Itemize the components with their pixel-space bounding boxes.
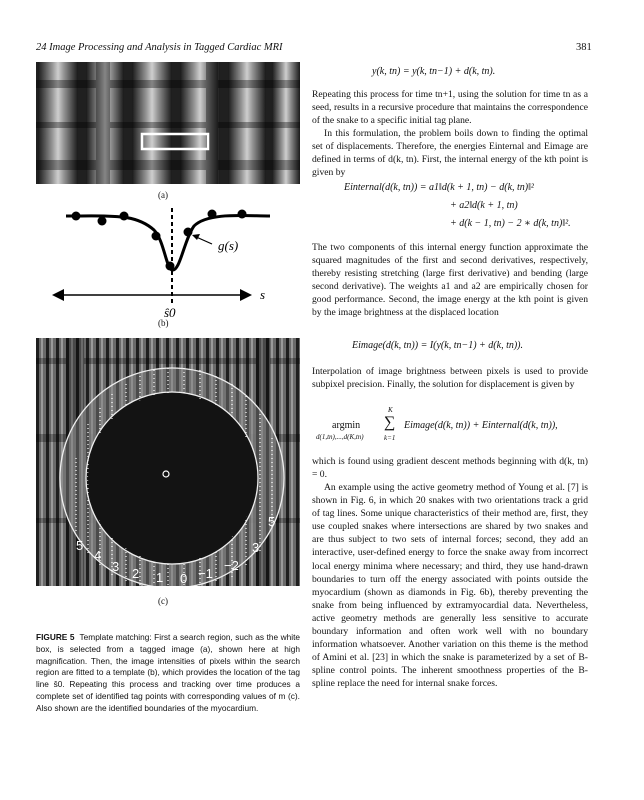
figure-caption (36, 632, 300, 714)
tag-number: 1 (156, 570, 164, 585)
label-b: (b) (158, 318, 169, 328)
paragraph-text: An example using the active geometry method of Young et al. [7] is shown in Fig. 6, in which 20 snakes with two orientations track a grid of tag lines. Some unique characteristics of their method are, first, they use coupled snakes where intersections are shared by two snakes and are thus subject to two sets of internal forces; second, they add an interactive, user-defined energy to force the snake away from incorrect local energy minima where necessary; and third, they use hand-drawn boundaries to turn off the energy associated with points outside the myocardium (shown as diamonds in Fig. 6b), thereby preventing the snake from being influenced by extramyocardial data. Nevertheless, active geometry methods are generally less sensitive to accurate boundary information and often work well with no boundary information whatsoever. Another variation on this theme is the method of Amini et al. [23] in which the snake is parameterized by a set of B-spline control points. The inherent smoothness properties of the B-spline replace the need for internal snake forces. (312, 482, 588, 690)
paragraph (312, 455, 588, 481)
tag-number: 3 (252, 540, 260, 555)
caption-text: Template matching: First a search region, such as the white box, is selected from a tagged image (a), shown here at high magnification. Then, the image intensities of pixels within the search region are fitted to a template (b), which provides the location of the tag line ŝ0. Repeating this process and tracking over time produces a complete set of identified tag points with corresponding values of m (c). Also shown are the identified boundaries of the myocardium. (36, 632, 300, 713)
paragraph-text: which is found using gradient descent methods beginning with d(k, tn) = 0. (312, 456, 588, 481)
tag-number: −1 (198, 566, 213, 581)
paragraph (312, 481, 588, 691)
equation-4-argmin: argmin (332, 420, 361, 431)
tag-number: 5 (76, 538, 84, 553)
equation-3: Eimage(d(k, tn)) = I(y(k, tn−1) + d(k, tn)). (352, 340, 524, 351)
tagged-mri-c (36, 338, 300, 586)
label-a: (a) (158, 190, 168, 200)
template-plot-b (36, 200, 300, 325)
tag-number: 4 (94, 548, 102, 563)
equation-4-sum: ∑ (384, 414, 396, 431)
paragraph-text: In this formulation, the problem boils down to finding the optimal set of displacements. Therefore, the energies Einternal and Eimage are defined in terms of d(k, tn). First, the internal energy of the kth point is given by (312, 128, 588, 179)
equation-4-sum-bottom: k=1 (384, 434, 396, 442)
equation-2-line-3: + d(k − 1, tn) − 2 ∗ d(k, tn)‖². (450, 218, 571, 229)
label-c: (c) (158, 596, 168, 606)
tag-number: 3 (112, 559, 120, 574)
equation-2-line-1: Einternal(d(k, tn)) = a1‖d(k + 1, tn) − d(k, tn)‖² (344, 182, 534, 193)
equation-4-subscript: d(1,tn),...,d(K,tn) (316, 433, 364, 441)
equation-1: y(k, tn) = y(k, tn−1) + d(k, tn). (372, 66, 496, 77)
paragraph (312, 88, 588, 127)
paragraph-text: The two components of this internal energy function approximate the squared magnitudes of the first and second derivatives, respectively, thereby resisting stretching (large first derivative) and bending (large second derivative). The weights a1 and a2 are empirically chosen for good performance. Second, the image energy at the kth point is given by the image brightness at the displaced location (312, 242, 588, 319)
tag-number: 2 (132, 566, 140, 581)
equation-2-line-2: + a2‖d(k + 1, tn) (450, 200, 518, 211)
page-number: 381 (576, 42, 592, 53)
tag-number: −2 (224, 558, 239, 573)
equation-4-sum-top: K (388, 406, 393, 414)
equation-4-body: Eimage(d(k, tn)) + Einternal(d(k, tn)), (404, 420, 558, 431)
paragraph-text: Repeating this process for time tn+1, using the solution for time tn as a seed, results in a recursive procedure that maintains the correspondence of the snake to a specific initial tag plane. (312, 89, 588, 127)
origin-label: ŝ0 (164, 305, 176, 320)
paragraph (312, 365, 588, 391)
paragraph-text: Interpolation of image brightness between pixels is used to provide subpixel precision. Finally, the solution for displacement is given by (312, 366, 588, 391)
paragraph (312, 241, 588, 320)
axis-label-s: s (260, 287, 266, 302)
running-header: 24 Image Processing and Analysis in Tagged Cardiac MRI (36, 42, 283, 53)
tagged-image-a (36, 62, 300, 184)
tag-number: 0 (180, 571, 188, 586)
curve-label: g(s) (218, 238, 239, 253)
tag-number: 5 (268, 514, 276, 529)
caption-label: FIGURE 5 (36, 632, 75, 642)
paragraph (312, 127, 588, 179)
